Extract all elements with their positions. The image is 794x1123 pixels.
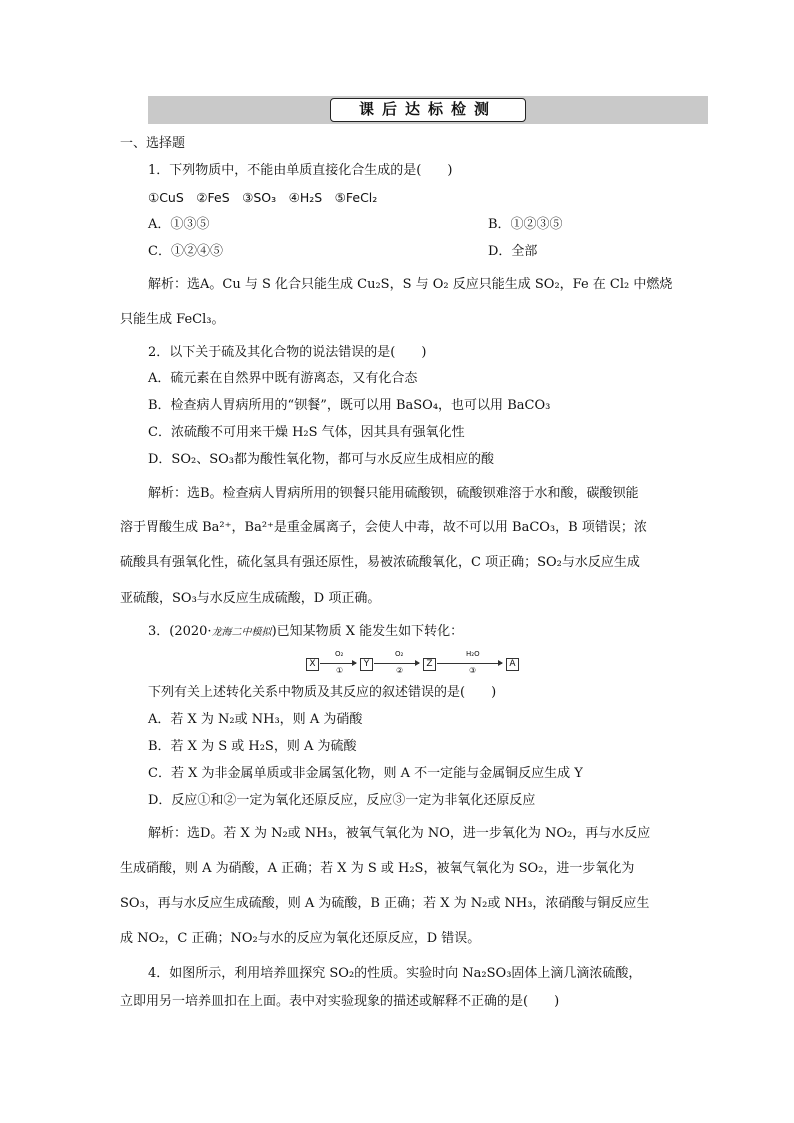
chain-node-x: X <box>306 658 319 671</box>
q2-analysis-line: 解析：选B。检查病人胃病所用的钡餐只能用硫酸钡，硫酸钡难溶于水和酸，碳酸钡能 <box>148 486 639 501</box>
chain-step-3: ③ <box>469 666 477 675</box>
q4-stem: 立即用另一培养皿扣在上面。表中对实验现象的描述或解释不正确的是( ) <box>120 994 560 1009</box>
chain-node-y: Y <box>360 658 373 671</box>
q3-analysis-line: 解析：选D。若 X 为 N₂或 NH₃，被氧气氧化为 NO，进一步氧化为 NO₂，再与水反应 <box>148 826 651 841</box>
q3-stem: 3．(2020·龙海二中模拟)已知某物质 X 能发生如下转化： <box>148 624 464 639</box>
q3-option-a: A．若 X 为 N₂或 NH₃，则 A 为硝酸 <box>148 712 363 727</box>
section-heading: 一、选择题 <box>120 136 186 151</box>
q1-stem: 1．下列物质中，不能由单质直接化合生成的是( ) <box>148 163 453 178</box>
q3-analysis-line: 成 NO₂，C 正确；NO₂与水的反应为氧化还原反应，D 错误。 <box>120 931 481 946</box>
q2-option-d: D．SO₂、SO₃都为酸性氧化物，都可与水反应生成相应的酸 <box>148 452 494 467</box>
q3-option-c: C．若 X 为非金属单质或非金属氢化物，则 A 不一定能与金属铜反应生成 Y <box>148 766 583 781</box>
q2-option-b: B．检查病人胃病所用的“钡餐”，既可以用 BaSO₄，也可以用 BaCO₃ <box>148 398 551 413</box>
q2-analysis-line: 溶于胃酸生成 Ba²⁺，Ba²⁺是重金属离子，会使人中毒，故不可以用 BaCO₃，B 项错误；浓 <box>120 520 647 535</box>
conversion-chain-diagram <box>306 650 522 680</box>
q1-option-c: C．①②④⑤ <box>148 244 223 259</box>
q2-option-a: A．硫元素在自然界中既有游离态，又有化合态 <box>148 371 418 386</box>
q1-option-b: B．①②③⑤ <box>488 217 563 232</box>
chain-step-2: ② <box>396 666 404 675</box>
q2-analysis-line: 硫酸具有强氧化性，硫化氢具有强还原性，易被浓硫酸氧化，C 项正确；SO₂与水反应生成 <box>120 555 640 570</box>
q1-items: ①CuS ②FeS ③SO₃ ④H₂S ⑤FeCl₂ <box>148 190 378 205</box>
page-title: 课后达标检测 <box>330 98 526 122</box>
chain-arrow-3 <box>437 663 502 664</box>
chain-reagent-3: H₂O <box>466 650 480 658</box>
q4-stem: 4．如图所示，利用培养皿探究 SO₂的性质。实验时向 Na₂SO₃固体上滴几滴浓硫酸， <box>148 966 642 981</box>
q3-source: 龙海二中模拟 <box>211 627 272 638</box>
q2-stem: 2．以下关于硫及其化合物的说法错误的是( ) <box>148 345 427 360</box>
chain-arrow-1 <box>320 663 356 664</box>
q2-analysis-line: 亚硫酸，SO₃与水反应生成硫酸，D 项正确。 <box>120 591 381 606</box>
q2-option-c: C．浓硫酸不可用来干燥 H₂S 气体，因其具有强氧化性 <box>148 425 465 440</box>
q3-question: 下列有关上述转化关系中物质及其反应的叙述错误的是( ) <box>148 685 497 700</box>
chain-reagent-1: O₂ <box>335 650 344 658</box>
q1-analysis-line: 只能生成 FeCl₃。 <box>120 312 225 327</box>
q3-analysis-line: 生成硝酸，则 A 为硝酸，A 正确；若 X 为 S 或 H₂S，被氧气氧化为 SO₂，进一步氧化为 <box>120 861 635 876</box>
chain-reagent-2: O₂ <box>395 650 404 658</box>
q1-option-d: D．全部 <box>488 244 538 259</box>
chain-node-a: A <box>506 658 519 671</box>
chain-node-z: Z <box>423 658 436 671</box>
q1-option-a: A．①③⑤ <box>148 217 210 232</box>
q3-option-b: B．若 X 为 S 或 H₂S，则 A 为硫酸 <box>148 739 357 754</box>
q1-analysis-line: 解析：选A。Cu 与 S 化合只能生成 Cu₂S，S 与 O₂ 反应只能生成 SO₂，Fe 在 Cl₂ 中燃烧 <box>148 277 673 292</box>
q3-analysis-line: SO₃，再与水反应生成硫酸，则 A 为硫酸，B 正确；若 X 为 N₂或 NH₃，浓硝酸与铜反应生 <box>120 896 650 911</box>
chain-arrow-2 <box>374 663 419 664</box>
q3-option-d: D．反应①和②一定为氧化还原反应，反应③一定为非氧化还原反应 <box>148 793 536 808</box>
chain-step-1: ① <box>336 666 344 675</box>
